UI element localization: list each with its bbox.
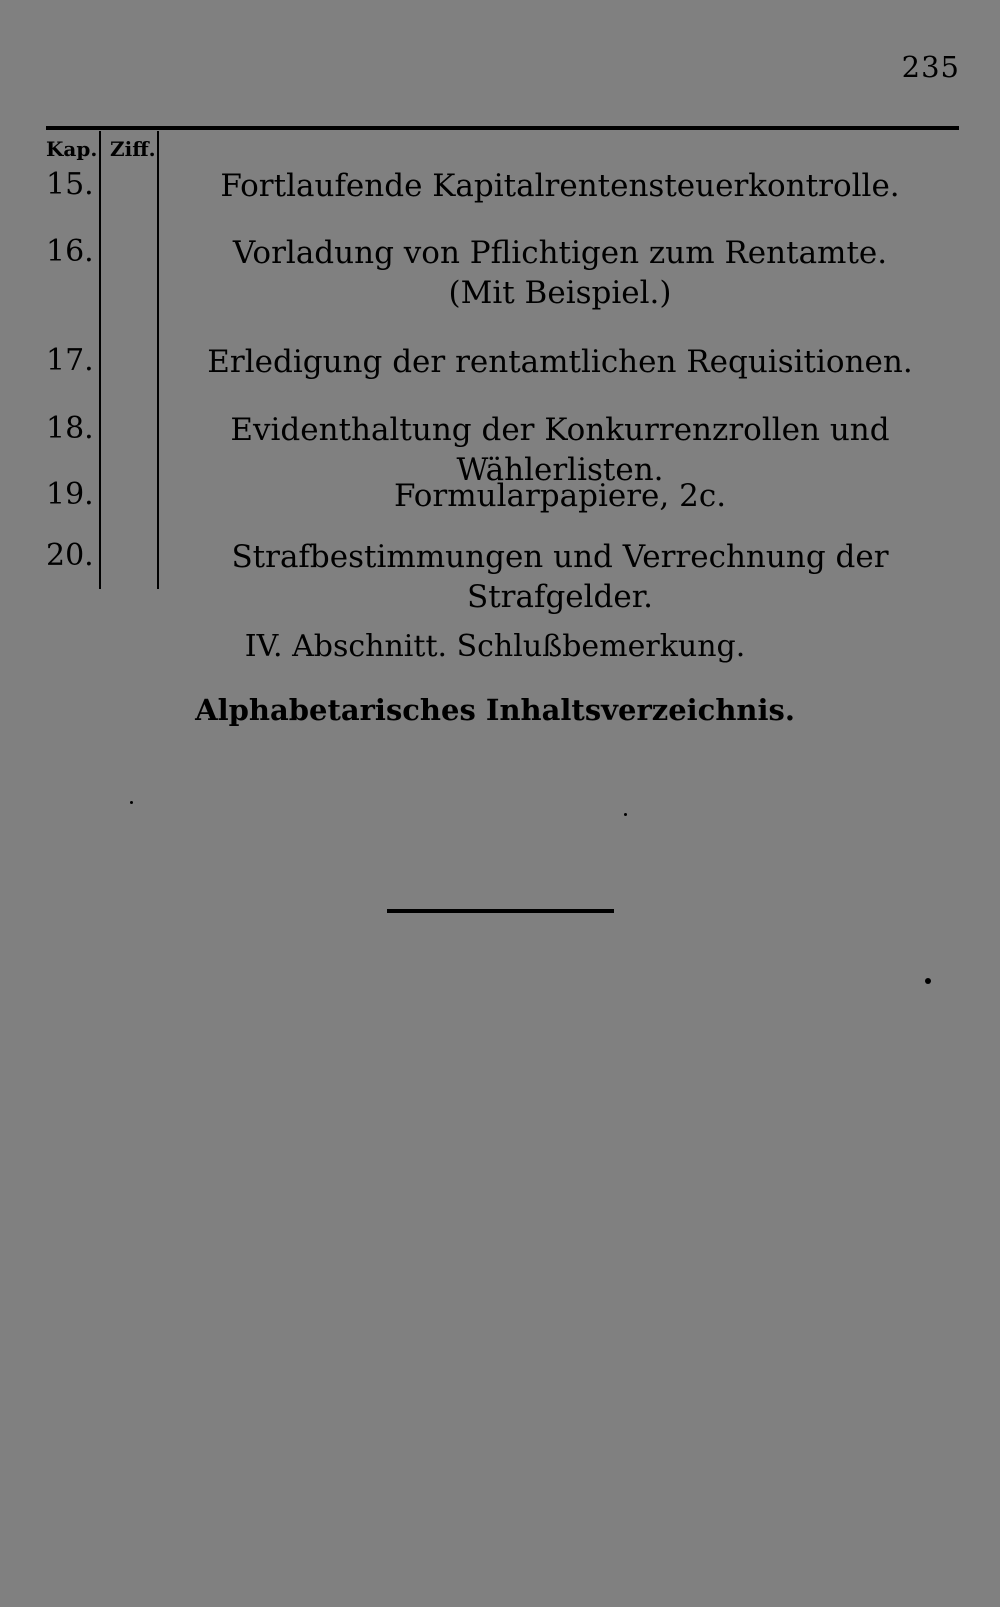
ink-speck — [624, 813, 627, 816]
column-header-ziff: Ziff. — [110, 137, 156, 161]
chapter-title: Vorladung von Pflichtigen zum Rentamte. — [232, 235, 888, 271]
closing-rule — [387, 909, 614, 913]
chapter-number: 15. — [46, 167, 94, 202]
chapter-number: 18. — [46, 411, 94, 446]
ink-speck — [925, 978, 931, 984]
column-divider-ziff — [157, 131, 159, 589]
chapter-title: Strafbestimmungen und Verrechnung der Strafgelder. — [231, 539, 889, 615]
column-header-kap: Kap. — [46, 137, 98, 161]
chapter-title: Erledigung der rentamtlichen Requisitionen. — [207, 344, 913, 380]
table-top-rule — [46, 126, 959, 130]
chapter-subtitle: (Mit Beispiel.) — [448, 275, 672, 311]
ink-speck — [130, 801, 133, 804]
page-number: 235 — [901, 50, 960, 84]
chapter-number: 20. — [46, 538, 94, 573]
chapter-number: 16. — [46, 234, 94, 269]
chapter-title: Evidenthaltung der Konkurrenzrollen und Wählerlisten. — [230, 412, 890, 488]
chapter-title: Formularpapiere, 2c. — [393, 478, 727, 514]
index-heading: Alphabetarisches Inhaltsverzeichnis. — [195, 693, 795, 727]
chapter-number: 19. — [46, 477, 94, 512]
section-heading: IV. Abschnitt. Schlußbemerkung. — [244, 629, 746, 664]
column-divider-kap — [99, 131, 101, 589]
chapter-number: 17. — [46, 343, 94, 378]
chapter-title: Fortlaufende Kapitalrentensteuerkontrolle. — [220, 168, 900, 204]
